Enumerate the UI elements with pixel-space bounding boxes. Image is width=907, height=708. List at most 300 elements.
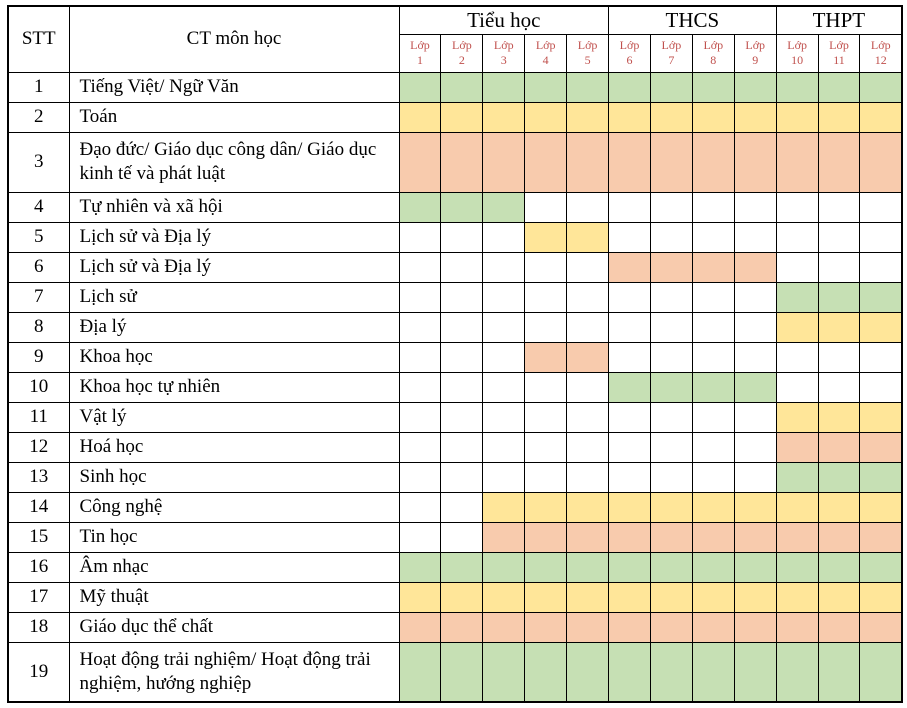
grade-cell-lop-12 — [860, 642, 902, 702]
grade-cell-lop-4 — [525, 312, 567, 342]
grade-cell-lop-11 — [818, 582, 860, 612]
grade-cell-lop-7 — [650, 432, 692, 462]
grade-cell-lop-5 — [567, 462, 609, 492]
grade-prefix-label: Lớp — [577, 38, 598, 52]
subject-name: Hoá học — [69, 432, 399, 462]
grade-cell-lop-2 — [441, 132, 483, 192]
grade-cell-lop-12 — [860, 432, 902, 462]
grade-cell-lop-1 — [399, 492, 441, 522]
grade-cell-lop-2 — [441, 582, 483, 612]
row-number: 2 — [8, 102, 69, 132]
grade-cell-lop-5 — [567, 402, 609, 432]
grade-cell-lop-10 — [776, 492, 818, 522]
grade-prefix-label: Lớp — [493, 38, 514, 52]
grade-cell-lop-12 — [860, 402, 902, 432]
grade-cell-lop-3 — [483, 612, 525, 642]
grade-cell-lop-5 — [567, 612, 609, 642]
subject-name: Lịch sử và Địa lý — [69, 252, 399, 282]
grade-cell-lop-9 — [734, 192, 776, 222]
grade-number-label: 6 — [626, 53, 633, 67]
grade-cell-lop-7 — [650, 372, 692, 402]
grade-cell-lop-10 — [776, 102, 818, 132]
grade-cell-lop-12 — [860, 342, 902, 372]
grade-cell-lop-11 — [818, 642, 860, 702]
grade-cell-lop-12 — [860, 552, 902, 582]
grade-number-label: 7 — [668, 53, 675, 67]
grade-cell-lop-8 — [692, 312, 734, 342]
row-number: 19 — [8, 642, 69, 702]
grade-cell-lop-4 — [525, 222, 567, 252]
table-row — [8, 462, 902, 492]
grade-cell-lop-9 — [734, 222, 776, 252]
grade-cell-lop-2 — [441, 372, 483, 402]
grade-cell-lop-2 — [441, 462, 483, 492]
grade-cell-lop-9 — [734, 252, 776, 282]
grade-cell-lop-6 — [609, 432, 651, 462]
grade-number-label: 12 — [874, 53, 887, 67]
grade-cell-lop-11 — [818, 192, 860, 222]
grade-cell-lop-5 — [567, 312, 609, 342]
grade-cell-lop-7 — [650, 552, 692, 582]
grade-cell-lop-6 — [609, 582, 651, 612]
grade-cell-lop-12 — [860, 522, 902, 552]
grade-cell-lop-9 — [734, 612, 776, 642]
grade-cell-lop-6 — [609, 552, 651, 582]
grade-cell-lop-9 — [734, 402, 776, 432]
grade-cell-lop-10 — [776, 642, 818, 702]
grade-cell-lop-3 — [483, 582, 525, 612]
table-row — [8, 582, 902, 612]
subject-name: Đạo đức/ Giáo dục công dân/ Giáo dục kinh tế và phát luật — [69, 132, 399, 192]
grade-cell-lop-9 — [734, 642, 776, 702]
grade-cell-lop-10 — [776, 462, 818, 492]
grade-cell-lop-6 — [609, 102, 651, 132]
table-row — [8, 72, 902, 102]
grade-header-lop-10 — [776, 34, 818, 72]
grade-cell-lop-11 — [818, 492, 860, 522]
grade-cell-lop-5 — [567, 252, 609, 282]
grade-cell-lop-8 — [692, 282, 734, 312]
grade-cell-lop-2 — [441, 342, 483, 372]
grade-cell-lop-5 — [567, 522, 609, 552]
grade-cell-lop-2 — [441, 402, 483, 432]
grade-cell-lop-6 — [609, 522, 651, 552]
grade-cell-lop-7 — [650, 582, 692, 612]
grade-cell-lop-6 — [609, 252, 651, 282]
grade-cell-lop-3 — [483, 372, 525, 402]
grade-cell-lop-8 — [692, 372, 734, 402]
grade-cell-lop-8 — [692, 342, 734, 372]
grade-cell-lop-10 — [776, 192, 818, 222]
grade-cell-lop-10 — [776, 252, 818, 282]
grade-cell-lop-1 — [399, 132, 441, 192]
grade-cell-lop-9 — [734, 372, 776, 402]
grade-prefix-label: Lớp — [619, 38, 640, 52]
grade-number-label: 2 — [458, 53, 465, 67]
grade-cell-lop-3 — [483, 642, 525, 702]
grade-cell-lop-9 — [734, 342, 776, 372]
grade-cell-lop-8 — [692, 72, 734, 102]
grade-header-lop-2 — [441, 34, 483, 72]
grade-cell-lop-6 — [609, 372, 651, 402]
grade-cell-lop-10 — [776, 522, 818, 552]
table-row — [8, 612, 902, 642]
grade-cell-lop-12 — [860, 372, 902, 402]
grade-cell-lop-8 — [692, 432, 734, 462]
grade-cell-lop-1 — [399, 522, 441, 552]
row-number: 11 — [8, 402, 69, 432]
grade-cell-lop-10 — [776, 372, 818, 402]
level-header-row — [8, 6, 902, 34]
grade-cell-lop-11 — [818, 312, 860, 342]
level-header-thpt: THPT — [776, 6, 902, 34]
grade-cell-lop-9 — [734, 282, 776, 312]
grade-cell-lop-5 — [567, 132, 609, 192]
grade-prefix-label: Lớp — [870, 38, 891, 52]
subject-name: Hoạt động trải nghiệm/ Hoạt động trải nghiệm, hướng nghiệp — [69, 642, 399, 702]
row-number: 4 — [8, 192, 69, 222]
grade-cell-lop-2 — [441, 282, 483, 312]
row-number: 18 — [8, 612, 69, 642]
grade-cell-lop-3 — [483, 312, 525, 342]
subject-name: Tự nhiên và xã hội — [69, 192, 399, 222]
grade-cell-lop-3 — [483, 102, 525, 132]
grade-cell-lop-3 — [483, 342, 525, 372]
grade-cell-lop-4 — [525, 432, 567, 462]
grade-header-lop-5 — [567, 34, 609, 72]
grade-cell-lop-11 — [818, 552, 860, 582]
grade-cell-lop-5 — [567, 282, 609, 312]
grade-cell-lop-3 — [483, 222, 525, 252]
grade-prefix-label: Lớp — [410, 38, 430, 52]
grade-cell-lop-5 — [567, 552, 609, 582]
grade-cell-lop-1 — [399, 342, 441, 372]
column-header-subject: CT môn học — [69, 6, 399, 72]
grade-header-lop-4 — [525, 34, 567, 72]
table-row — [8, 402, 902, 432]
subject-table-body — [8, 72, 902, 702]
grade-header-lop-6 — [609, 34, 651, 72]
grade-cell-lop-5 — [567, 372, 609, 402]
row-number: 14 — [8, 492, 69, 522]
grade-cell-lop-11 — [818, 72, 860, 102]
grade-cell-lop-6 — [609, 642, 651, 702]
row-number: 9 — [8, 342, 69, 372]
grade-cell-lop-11 — [818, 342, 860, 372]
grade-cell-lop-8 — [692, 522, 734, 552]
grade-cell-lop-9 — [734, 102, 776, 132]
grade-cell-lop-2 — [441, 72, 483, 102]
grade-cell-lop-2 — [441, 222, 483, 252]
subject-name: Mỹ thuật — [69, 582, 399, 612]
grade-cell-lop-4 — [525, 582, 567, 612]
grade-cell-lop-10 — [776, 612, 818, 642]
grade-cell-lop-5 — [567, 432, 609, 462]
grade-cell-lop-5 — [567, 102, 609, 132]
grade-cell-lop-8 — [692, 102, 734, 132]
grade-cell-lop-8 — [692, 192, 734, 222]
grade-cell-lop-7 — [650, 492, 692, 522]
grade-cell-lop-8 — [692, 252, 734, 282]
grade-cell-lop-11 — [818, 372, 860, 402]
row-number: 16 — [8, 552, 69, 582]
grade-cell-lop-12 — [860, 312, 902, 342]
grade-cell-lop-1 — [399, 432, 441, 462]
grade-cell-lop-8 — [692, 642, 734, 702]
row-number: 8 — [8, 312, 69, 342]
grade-cell-lop-1 — [399, 282, 441, 312]
grade-cell-lop-2 — [441, 552, 483, 582]
grade-cell-lop-10 — [776, 222, 818, 252]
table-row — [8, 312, 902, 342]
grade-cell-lop-6 — [609, 312, 651, 342]
table-row — [8, 372, 902, 402]
grade-cell-lop-10 — [776, 132, 818, 192]
row-number: 10 — [8, 372, 69, 402]
grade-cell-lop-3 — [483, 492, 525, 522]
grade-cell-lop-9 — [734, 462, 776, 492]
grade-cell-lop-9 — [734, 522, 776, 552]
grade-number-label: 8 — [710, 53, 717, 67]
grade-cell-lop-1 — [399, 102, 441, 132]
grade-cell-lop-1 — [399, 372, 441, 402]
table-row — [8, 132, 902, 192]
grade-cell-lop-7 — [650, 222, 692, 252]
grade-cell-lop-9 — [734, 582, 776, 612]
row-number: 5 — [8, 222, 69, 252]
grade-cell-lop-10 — [776, 402, 818, 432]
grade-cell-lop-5 — [567, 492, 609, 522]
subject-name: Địa lý — [69, 312, 399, 342]
grade-cell-lop-4 — [525, 642, 567, 702]
grade-cell-lop-11 — [818, 612, 860, 642]
grade-cell-lop-4 — [525, 402, 567, 432]
grade-cell-lop-2 — [441, 252, 483, 282]
grade-cell-lop-1 — [399, 402, 441, 432]
grade-cell-lop-12 — [860, 462, 902, 492]
grade-cell-lop-9 — [734, 492, 776, 522]
grade-cell-lop-4 — [525, 372, 567, 402]
grade-prefix-label: Lớp — [787, 38, 807, 52]
grade-cell-lop-4 — [525, 612, 567, 642]
grade-cell-lop-1 — [399, 222, 441, 252]
grade-cell-lop-12 — [860, 132, 902, 192]
grade-cell-lop-3 — [483, 252, 525, 282]
grade-cell-lop-7 — [650, 252, 692, 282]
grade-cell-lop-8 — [692, 582, 734, 612]
table-row — [8, 192, 902, 222]
grade-number-label: 10 — [791, 53, 804, 67]
grade-cell-lop-8 — [692, 552, 734, 582]
grade-header-lop-9 — [734, 34, 776, 72]
grade-cell-lop-8 — [692, 462, 734, 492]
table-row — [8, 342, 902, 372]
level-header-thcs: THCS — [609, 6, 777, 34]
subject-name: Sinh học — [69, 462, 399, 492]
grade-cell-lop-11 — [818, 282, 860, 312]
grade-cell-lop-10 — [776, 72, 818, 102]
grade-cell-lop-2 — [441, 312, 483, 342]
table-row — [8, 282, 902, 312]
grade-cell-lop-1 — [399, 192, 441, 222]
grade-cell-lop-12 — [860, 222, 902, 252]
grade-cell-lop-8 — [692, 612, 734, 642]
grade-prefix-label: Lớp — [661, 38, 682, 52]
grade-header-lop-3 — [483, 34, 525, 72]
grade-cell-lop-11 — [818, 102, 860, 132]
grade-cell-lop-5 — [567, 192, 609, 222]
grade-cell-lop-11 — [818, 462, 860, 492]
grade-cell-lop-3 — [483, 522, 525, 552]
grade-cell-lop-11 — [818, 252, 860, 282]
grade-number-label: 5 — [584, 53, 591, 67]
level-header-tieu-hoc: Tiểu học — [399, 6, 609, 34]
grade-cell-lop-7 — [650, 342, 692, 372]
grade-header-lop-7 — [650, 34, 692, 72]
grade-cell-lop-6 — [609, 282, 651, 312]
subject-name: Khoa học — [69, 342, 399, 372]
row-number: 3 — [8, 132, 69, 192]
grade-header-lop-11 — [818, 34, 860, 72]
grade-cell-lop-8 — [692, 402, 734, 432]
grade-number-label: 9 — [752, 53, 759, 67]
grade-cell-lop-3 — [483, 192, 525, 222]
grade-cell-lop-5 — [567, 342, 609, 372]
grade-cell-lop-7 — [650, 462, 692, 492]
grade-cell-lop-9 — [734, 72, 776, 102]
grade-prefix-label: Lớp — [829, 38, 849, 52]
grade-cell-lop-3 — [483, 72, 525, 102]
grade-cell-lop-5 — [567, 582, 609, 612]
grade-cell-lop-12 — [860, 192, 902, 222]
subject-name: Giáo dục thể chất — [69, 612, 399, 642]
grade-cell-lop-4 — [525, 72, 567, 102]
row-number: 12 — [8, 432, 69, 462]
table-row — [8, 492, 902, 522]
subject-name: Khoa học tự nhiên — [69, 372, 399, 402]
grade-cell-lop-2 — [441, 192, 483, 222]
grade-cell-lop-7 — [650, 402, 692, 432]
grade-cell-lop-3 — [483, 402, 525, 432]
grade-cell-lop-1 — [399, 552, 441, 582]
grade-cell-lop-4 — [525, 132, 567, 192]
grade-cell-lop-8 — [692, 492, 734, 522]
grade-header-lop-8 — [692, 34, 734, 72]
table-row — [8, 222, 902, 252]
table-row — [8, 432, 902, 462]
grade-cell-lop-6 — [609, 132, 651, 192]
grade-cell-lop-1 — [399, 72, 441, 102]
subject-name: Công nghệ — [69, 492, 399, 522]
grade-cell-lop-11 — [818, 522, 860, 552]
grade-cell-lop-2 — [441, 102, 483, 132]
grade-cell-lop-3 — [483, 132, 525, 192]
grade-header-lop-1 — [399, 34, 441, 72]
row-number: 1 — [8, 72, 69, 102]
grade-cell-lop-12 — [860, 582, 902, 612]
grade-cell-lop-9 — [734, 432, 776, 462]
grade-cell-lop-7 — [650, 282, 692, 312]
grade-cell-lop-1 — [399, 612, 441, 642]
grade-cell-lop-7 — [650, 192, 692, 222]
table-row — [8, 552, 902, 582]
table-row — [8, 102, 902, 132]
grade-cell-lop-11 — [818, 132, 860, 192]
grade-cell-lop-7 — [650, 312, 692, 342]
curriculum-table — [7, 5, 903, 703]
grade-number-label: 4 — [542, 53, 549, 67]
grade-cell-lop-11 — [818, 432, 860, 462]
grade-cell-lop-1 — [399, 642, 441, 702]
grade-prefix-label: Lớp — [703, 38, 724, 52]
grade-cell-lop-2 — [441, 642, 483, 702]
grade-cell-lop-10 — [776, 342, 818, 372]
grade-cell-lop-6 — [609, 222, 651, 252]
grade-cell-lop-8 — [692, 132, 734, 192]
grade-cell-lop-10 — [776, 282, 818, 312]
grade-cell-lop-1 — [399, 252, 441, 282]
grade-cell-lop-7 — [650, 522, 692, 552]
grade-cell-lop-10 — [776, 432, 818, 462]
grade-cell-lop-3 — [483, 462, 525, 492]
grade-number-label: 3 — [500, 53, 507, 67]
grade-cell-lop-1 — [399, 582, 441, 612]
grade-cell-lop-9 — [734, 552, 776, 582]
grade-cell-lop-5 — [567, 642, 609, 702]
grade-cell-lop-2 — [441, 432, 483, 462]
grade-cell-lop-12 — [860, 102, 902, 132]
grade-cell-lop-4 — [525, 192, 567, 222]
grade-cell-lop-9 — [734, 312, 776, 342]
grade-cell-lop-5 — [567, 72, 609, 102]
grade-cell-lop-6 — [609, 342, 651, 372]
subject-name: Vật lý — [69, 402, 399, 432]
grade-cell-lop-2 — [441, 522, 483, 552]
grade-prefix-label: Lớp — [745, 38, 766, 52]
grade-prefix-label: Lớp — [535, 38, 556, 52]
grade-cell-lop-4 — [525, 342, 567, 372]
grade-number-label: 11 — [833, 53, 845, 67]
grade-cell-lop-1 — [399, 462, 441, 492]
grade-cell-lop-12 — [860, 282, 902, 312]
subject-name: Tiếng Việt/ Ngữ Văn — [69, 72, 399, 102]
grade-cell-lop-6 — [609, 72, 651, 102]
row-number: 6 — [8, 252, 69, 282]
subject-name: Toán — [69, 102, 399, 132]
grade-cell-lop-4 — [525, 492, 567, 522]
grade-cell-lop-7 — [650, 72, 692, 102]
column-header-stt: STT — [8, 6, 69, 72]
grade-cell-lop-5 — [567, 222, 609, 252]
grade-cell-lop-4 — [525, 522, 567, 552]
grade-cell-lop-11 — [818, 402, 860, 432]
row-number: 13 — [8, 462, 69, 492]
grade-cell-lop-3 — [483, 282, 525, 312]
row-number: 7 — [8, 282, 69, 312]
subject-name: Lịch sử và Địa lý — [69, 222, 399, 252]
grade-cell-lop-12 — [860, 252, 902, 282]
grade-cell-lop-6 — [609, 402, 651, 432]
grade-cell-lop-4 — [525, 102, 567, 132]
grade-cell-lop-12 — [860, 72, 902, 102]
row-number: 15 — [8, 522, 69, 552]
grade-prefix-label: Lớp — [452, 38, 472, 52]
grade-cell-lop-8 — [692, 222, 734, 252]
grade-cell-lop-2 — [441, 492, 483, 522]
grade-cell-lop-3 — [483, 552, 525, 582]
grade-cell-lop-2 — [441, 612, 483, 642]
row-number: 17 — [8, 582, 69, 612]
